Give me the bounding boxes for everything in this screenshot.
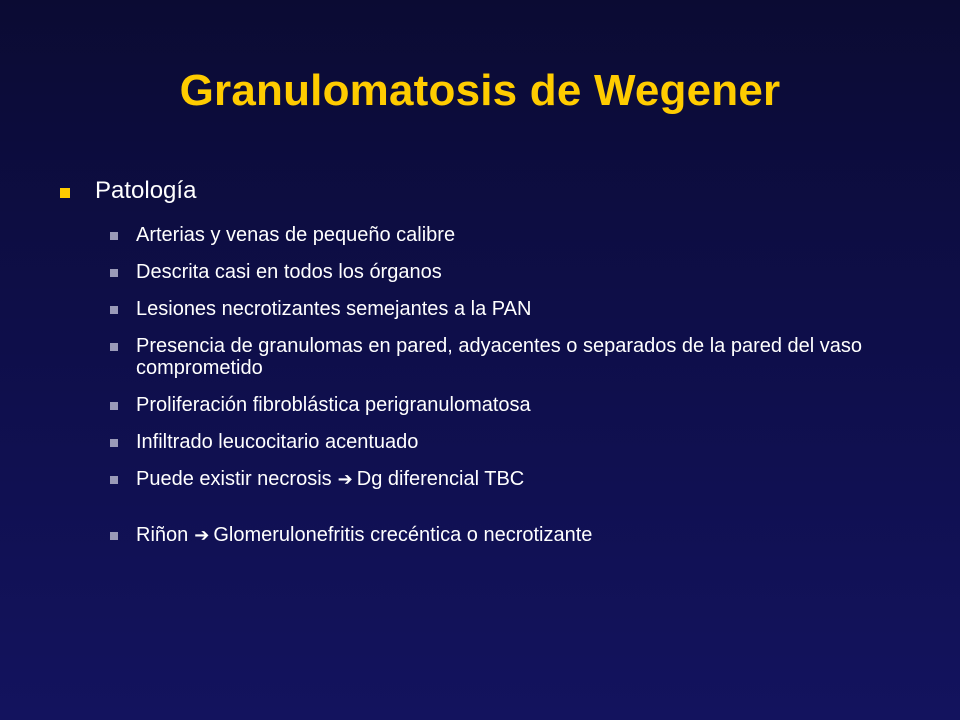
list-item-text: Arterias y venas de pequeño calibre xyxy=(136,224,456,246)
square-bullet-icon xyxy=(110,306,118,314)
square-bullet-icon xyxy=(110,343,118,351)
list-item-text-before: Riñon xyxy=(136,524,189,546)
slide-title: Granulomatosis de Wegener xyxy=(179,66,781,115)
square-bullet-icon xyxy=(110,476,118,484)
list-item xyxy=(110,431,890,453)
list-item-text: Infiltrado leucocitario acentuado xyxy=(136,431,419,453)
list-item-text: Presencia de granulomas en pared, adyacentes o separados de la pared del vaso comprometido xyxy=(136,335,863,379)
list-item-text-before: Puede existir necrosis xyxy=(136,468,332,490)
list-item xyxy=(110,298,890,320)
square-bullet-icon xyxy=(110,439,118,447)
list-item xyxy=(110,394,890,416)
section-heading: Patología xyxy=(95,177,197,204)
list-item-text-after: Dg diferencial TBC xyxy=(356,468,525,490)
arrow-right-icon: ➔ xyxy=(194,525,210,546)
square-bullet-icon xyxy=(60,188,70,198)
list-item xyxy=(110,524,890,547)
square-bullet-icon xyxy=(110,402,118,410)
square-bullet-icon xyxy=(110,269,118,277)
square-bullet-icon xyxy=(110,532,118,540)
list-item xyxy=(110,224,890,246)
list-item-text: Descrita casi en todos los órganos xyxy=(136,261,442,283)
heading-bullet xyxy=(60,177,196,205)
list-item-text: Proliferación fibroblástica perigranulomatosa xyxy=(136,394,531,416)
list-item-text xyxy=(136,524,592,547)
bullet-list xyxy=(110,224,890,562)
list-item xyxy=(110,335,890,379)
list-item-text-after: Glomerulonefritis crecéntica o necrotizante xyxy=(213,524,593,546)
arrow-right-icon: ➔ xyxy=(337,469,353,490)
list-item xyxy=(110,261,890,283)
list-item-text: Lesiones necrotizantes semejantes a la PAN xyxy=(136,298,532,320)
list-item-text xyxy=(136,468,524,491)
square-bullet-icon xyxy=(110,232,118,240)
list-item xyxy=(110,468,890,491)
